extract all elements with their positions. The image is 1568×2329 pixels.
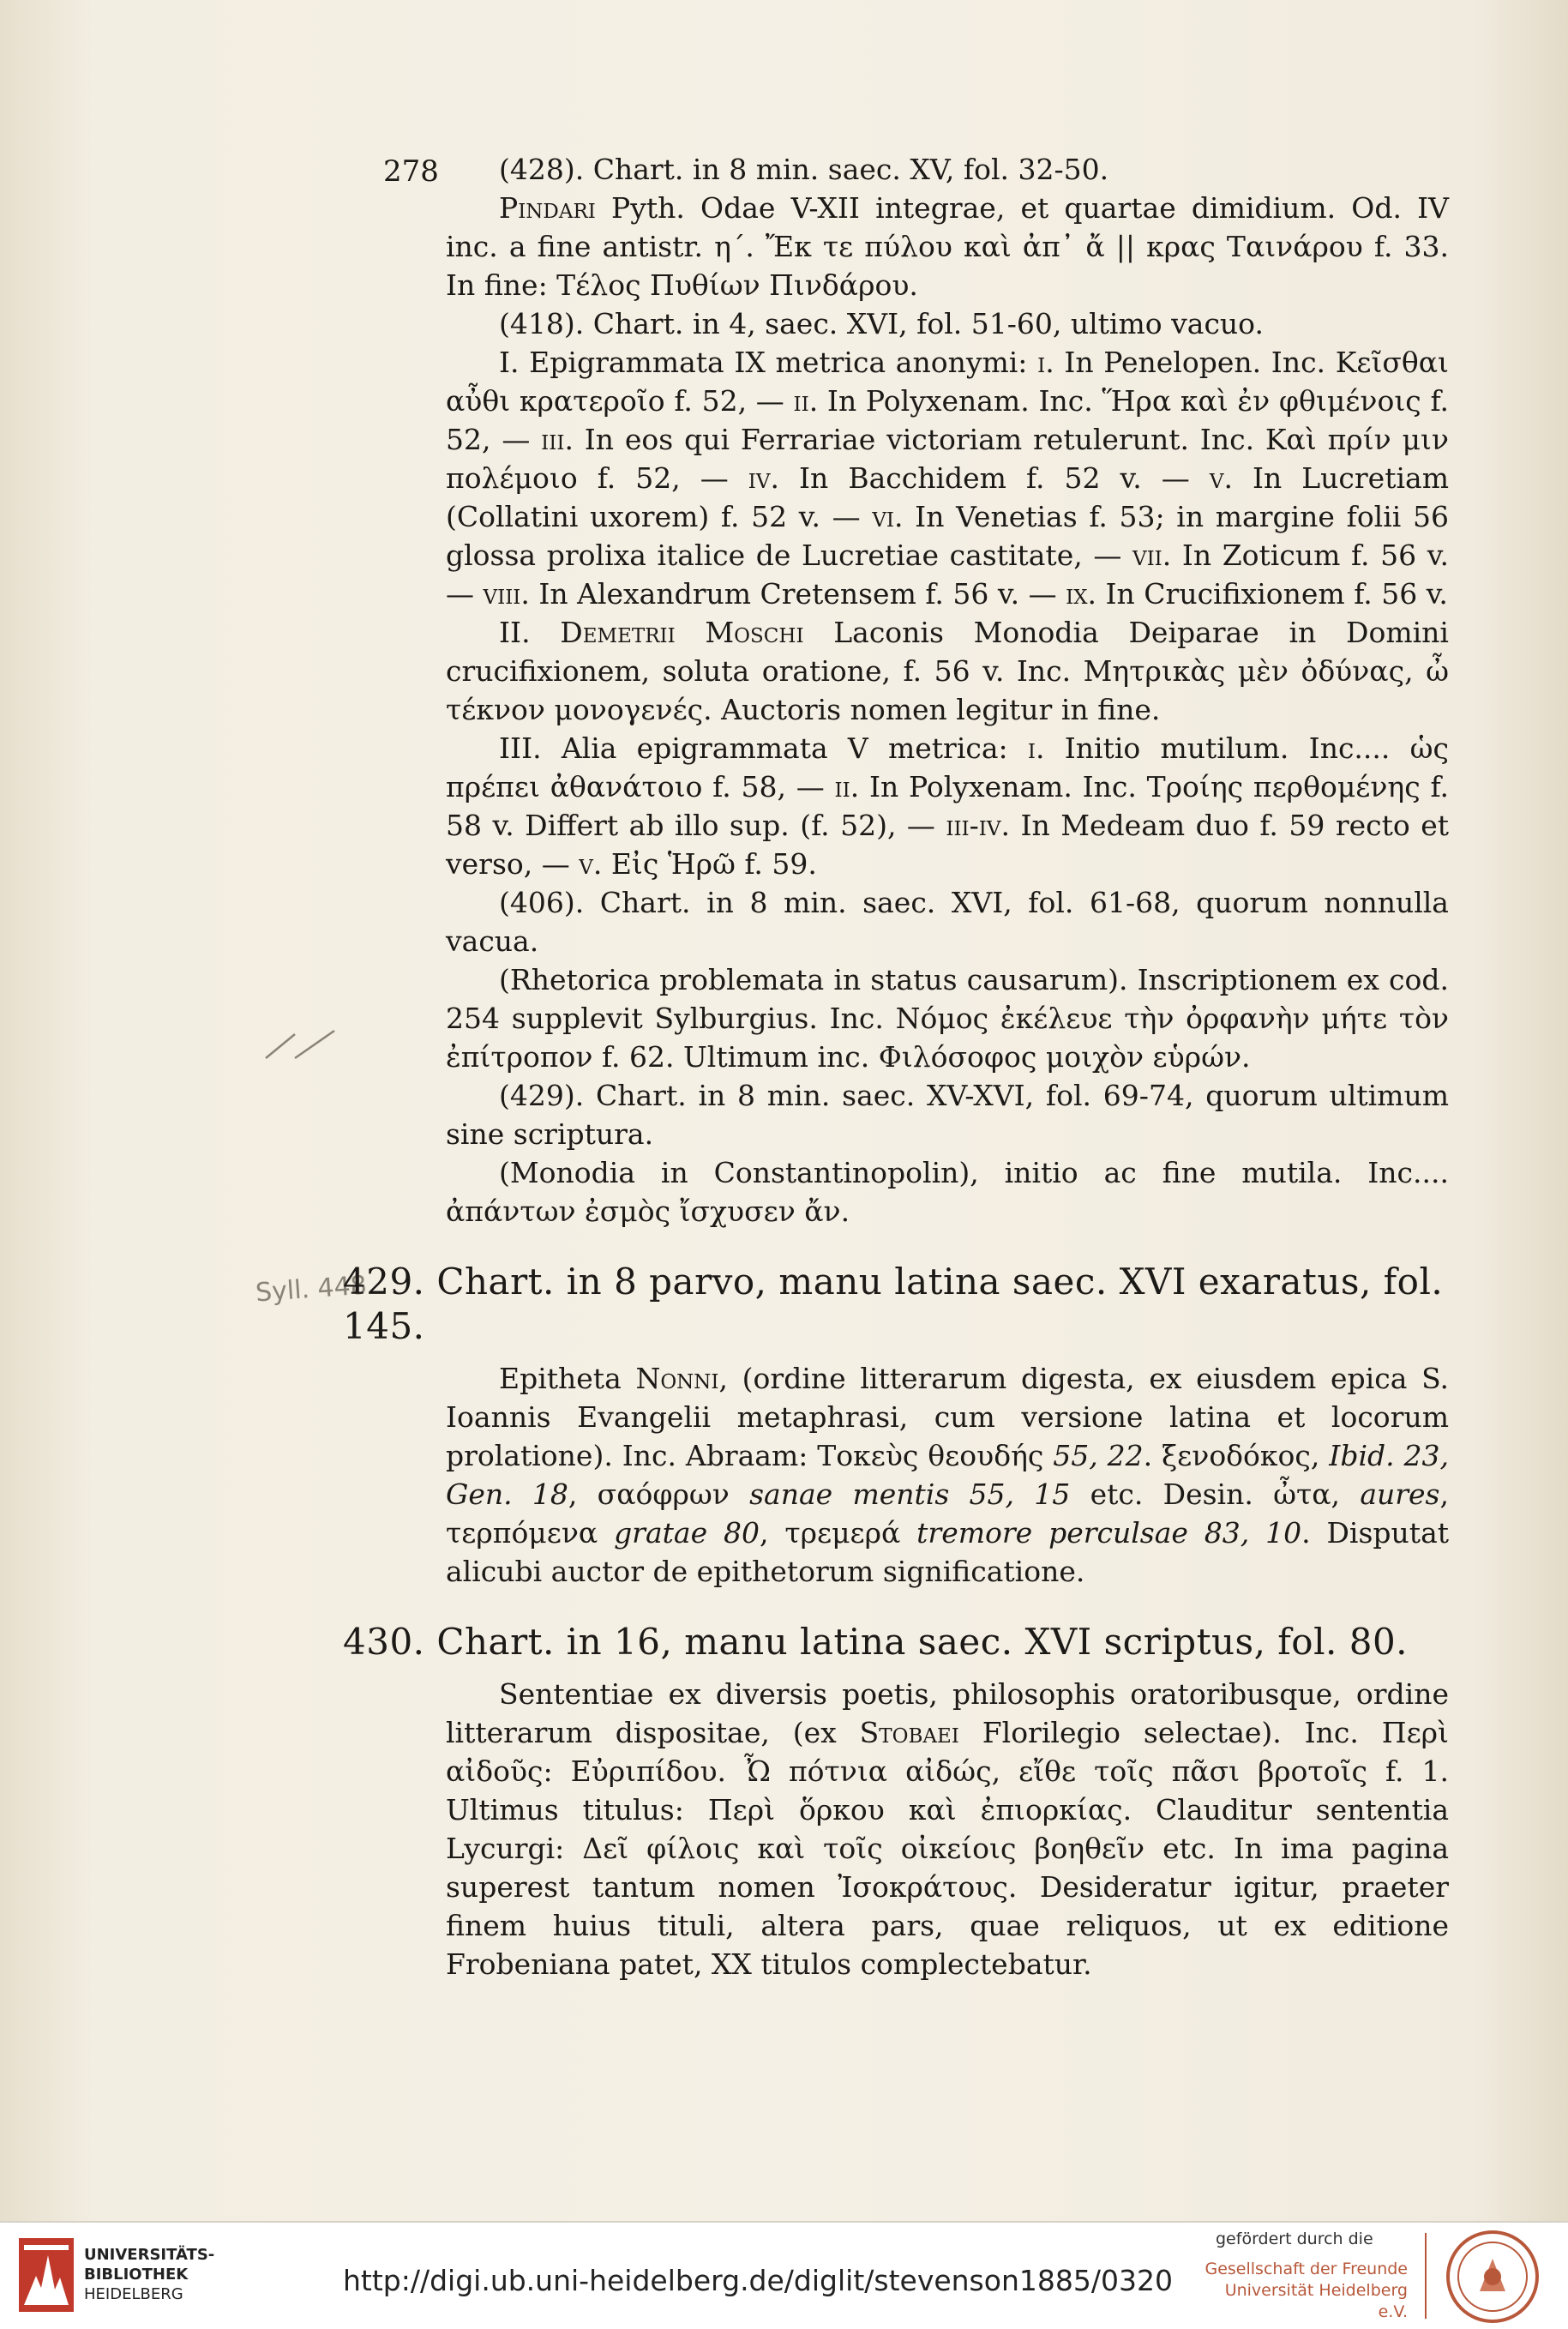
- text-run: Epitheta: [499, 1362, 636, 1395]
- catalog-entry-heading: 430. Chart. in 16, manu latina saec. XVI scriptus, fol. 80.: [343, 1621, 1409, 1663]
- author-name: ix: [1066, 577, 1088, 611]
- author-name: i: [1037, 346, 1046, 379]
- text-run: (406). Chart. in 8 min. saec. XVI, fol. 61-68, quorum nonnulla vacua.: [446, 886, 1449, 958]
- page-number: 278: [383, 154, 439, 189]
- text-run: . In Crucifixionem f. 56 v.: [1087, 577, 1448, 611]
- text-run: etc. Desin. ὦτα,: [1070, 1477, 1361, 1511]
- catalog-paragraph: [446, 960, 1449, 1076]
- italic-text: tremore perculsae 83, 10: [916, 1516, 1302, 1550]
- catalog-paragraph: (428). Chart. in 8 min. saec. XV, fol. 32-50.: [499, 153, 1109, 186]
- italic-text: Ibid. 23, Gen. 18: [446, 1439, 1449, 1511]
- author-name: Demetrii Moschi: [560, 616, 804, 649]
- catalog-entry-heading: 429. Chart. in 8 parvo, manu latina saec. XVI exaratus, fol. 145.: [343, 1261, 1444, 1347]
- text-run: III. Alia epigrammata V metrica:: [499, 731, 1028, 765]
- permalink-url[interactable]: http://digi.ub.uni-heidelberg.de/diglit/stevenson1885/0320: [343, 2264, 1173, 2297]
- catalog-paragraph: [446, 613, 1449, 729]
- author-name: vii: [1132, 539, 1162, 572]
- text-run: . Initio mutilum. Inc.... ὡς πρέπει ἀθανάτοιο f. 58, —: [446, 731, 1450, 803]
- catalog-paragraph: [446, 1359, 1449, 1591]
- text-run: , τερπόμενα: [446, 1477, 1449, 1550]
- author-name: v: [1209, 461, 1224, 495]
- sponsor-name-line2: Universität Heidelberg e.V.: [1224, 2281, 1408, 2321]
- text-run: , (ordine litterarum digesta, ex eiusdem epica S. Ioannis Evangelii metaphrasi, cum versione latina et locorum prolatione). Inc. Abraam: Τοκεὺς θεουδής: [446, 1362, 1449, 1472]
- text-run: . In Zoticum f. 56 v. —: [446, 539, 1449, 611]
- text-run: (Monodia in Constantinopolin), initio ac fine mutila. Inc.... ἀπάντων ἐσμὸς ἴσχυσεν ἄν.: [446, 1156, 1449, 1228]
- footer-divider: [1425, 2233, 1427, 2319]
- text-run: . ξενοδόκος,: [1143, 1439, 1330, 1472]
- author-name: ii: [793, 384, 809, 418]
- library-name-line1: UNIVERSITÄTS-: [84, 2246, 215, 2264]
- text-run: . Εἰς Ἡρῶ f. 59.: [592, 847, 817, 881]
- text-run: Florilegio selectae). Inc. Περὶ αἰδοῦς: Εὐριπίδου. Ὦ πότνια αἰδώς, εἴθε τοῖς πᾶσι βροτοῖς f. 1. Ultimus titulus: Περὶ ὅρκου καὶ ἐπιορκίας. Clauditur sententia Lycurgi: Δεῖ φίλοις καὶ τοῖς οἰκείοις βοηθεῖν etc. In ima pagina superest tantum nomen Ἰσοκράτους. Desideratur igitur, praeter finem huius tituli, altera pars, quae reliquos, ut ex editione Frobeniana patet, XX titulos complectebatur.: [446, 1716, 1450, 1981]
- author-name: ii: [834, 770, 850, 803]
- author-name: iv: [748, 461, 771, 495]
- sponsor-lead: gefördert durch die: [1216, 2230, 1373, 2248]
- catalog-paragraph: [446, 1153, 1449, 1231]
- author-name: Pindari: [499, 191, 596, 225]
- italic-text: sanae mentis 55, 15: [749, 1477, 1071, 1511]
- library-logo-icon: [19, 2238, 74, 2312]
- text-run: I. Epigrammata IX metrica anonymi:: [499, 346, 1038, 379]
- text-run: , τρεμερά: [759, 1516, 917, 1550]
- author-name: iii: [541, 423, 565, 456]
- author-name: i: [1027, 731, 1036, 765]
- library-name-line3: HEIDELBERG: [84, 2285, 183, 2303]
- text-run: . In Medeam duo f. 59 recto et verso, —: [446, 809, 1449, 881]
- library-name: [84, 2245, 214, 2304]
- catalog-paragraph: [446, 729, 1449, 883]
- text-run: . In Lucretiam (Collatini uxorem) f. 52 v. —: [446, 461, 1449, 533]
- catalog-paragraph: [446, 883, 1449, 960]
- sponsor-name: [1200, 2259, 1408, 2323]
- italic-text: gratae 80: [614, 1516, 760, 1550]
- text-run: . In eos qui Ferrariae victoriam retulerunt. Inc. Καὶ πρίν μιν πολέμοιο f. 52, —: [446, 423, 1449, 495]
- text-run: . Disputat alicubi auctor de epithetorum significatione.: [446, 1516, 1449, 1588]
- library-name-line2: BIBLIOTHEK: [84, 2266, 189, 2284]
- text-run: Sententiae ex diversis poetis, philosophis oratoribusque, ordine litterarum dispositae, (ex: [446, 1677, 1449, 1749]
- author-name: Stobaei: [859, 1716, 959, 1749]
- author-name: v: [579, 847, 593, 881]
- text-run: Pyth. Odae V-XII integrae, et quartae dimidium. Od. IV inc. a fine antistr. η΄. Ἔκ τε πύλου καὶ ἀπ᾽ ἄ || κρας Ταινάρου f. 33. In fine: Τέλος Πυθίων Πινδάρου.: [446, 191, 1449, 302]
- author-name: viii: [483, 577, 521, 611]
- text-run: (Rhetorica problemata in status causarum). Inscriptionem ex cod. 254 supplevit Sylburgius. Inc. Νόμος ἐκέλευε τὴν ὀρφανὴν μήτε τὸν ἐπίτροπον f. 62. Ultimum inc. Φιλόσοφος μοιχὸν εὑρών.: [446, 963, 1449, 1074]
- footer-bar: [0, 2221, 1568, 2329]
- author-name: iii-iv: [946, 809, 1001, 842]
- catalog-paragraph: [446, 343, 1449, 613]
- text-run: . In Venetias f. 53; in margine folii 56 glossa prolixa italice de Lucretiae castitate, —: [446, 500, 1449, 572]
- text-run: . In Bacchidem f. 52 v. —: [770, 461, 1210, 495]
- catalog-paragraph: [446, 1675, 1449, 1983]
- text-run: . In Polyxenam. Inc. Ἥρα καὶ ἐν φθιμένοις f. 52, —: [446, 384, 1449, 456]
- author-name: vi: [872, 500, 895, 533]
- text-run: . In Alexandrum Cretensem f. 56 v. —: [520, 577, 1066, 611]
- catalog-paragraph: [446, 189, 1449, 304]
- margin-slash-mark: [262, 1027, 338, 1062]
- text-run: II.: [499, 616, 561, 649]
- text-run: (429). Chart. in 8 min. saec. XV-XVI, fol. 69-74, quorum ultimum sine scriptura.: [446, 1079, 1449, 1151]
- text-run: , σαόφρων: [568, 1477, 750, 1511]
- margin-note: Syll. 448: [254, 1270, 368, 1309]
- italic-text: aures: [1360, 1477, 1440, 1511]
- catalog-paragraph: [446, 1076, 1449, 1153]
- sponsor-name-line1: Gesellschaft der Freunde: [1205, 2260, 1408, 2278]
- italic-text: 55, 22: [1053, 1439, 1144, 1472]
- catalog-paragraph: (418). Chart. in 4, saec. XVI, fol. 51-60, ultimo vacuo.: [499, 307, 1264, 340]
- text-run: Laconis Monodia Deiparae in Domini crucifixionem, soluta oratione, f. 56 v. Inc. Μητρικὰς μὲν ὀδύνας, ὦ τέκνον μονογενές. Auctoris nomen legitur in fine.: [446, 616, 1449, 726]
- text-run: . In Penelopen. Inc. Κεῖσθαι αὖθι κρατεροῖο f. 52, —: [446, 346, 1449, 418]
- author-name: Nonni: [635, 1362, 719, 1395]
- university-seal-icon: [1445, 2230, 1540, 2324]
- text-run: . In Polyxenam. Inc. Τροίης περθομένης f. 58 v. Differt ab illo sup. (f. 52), —: [446, 770, 1449, 842]
